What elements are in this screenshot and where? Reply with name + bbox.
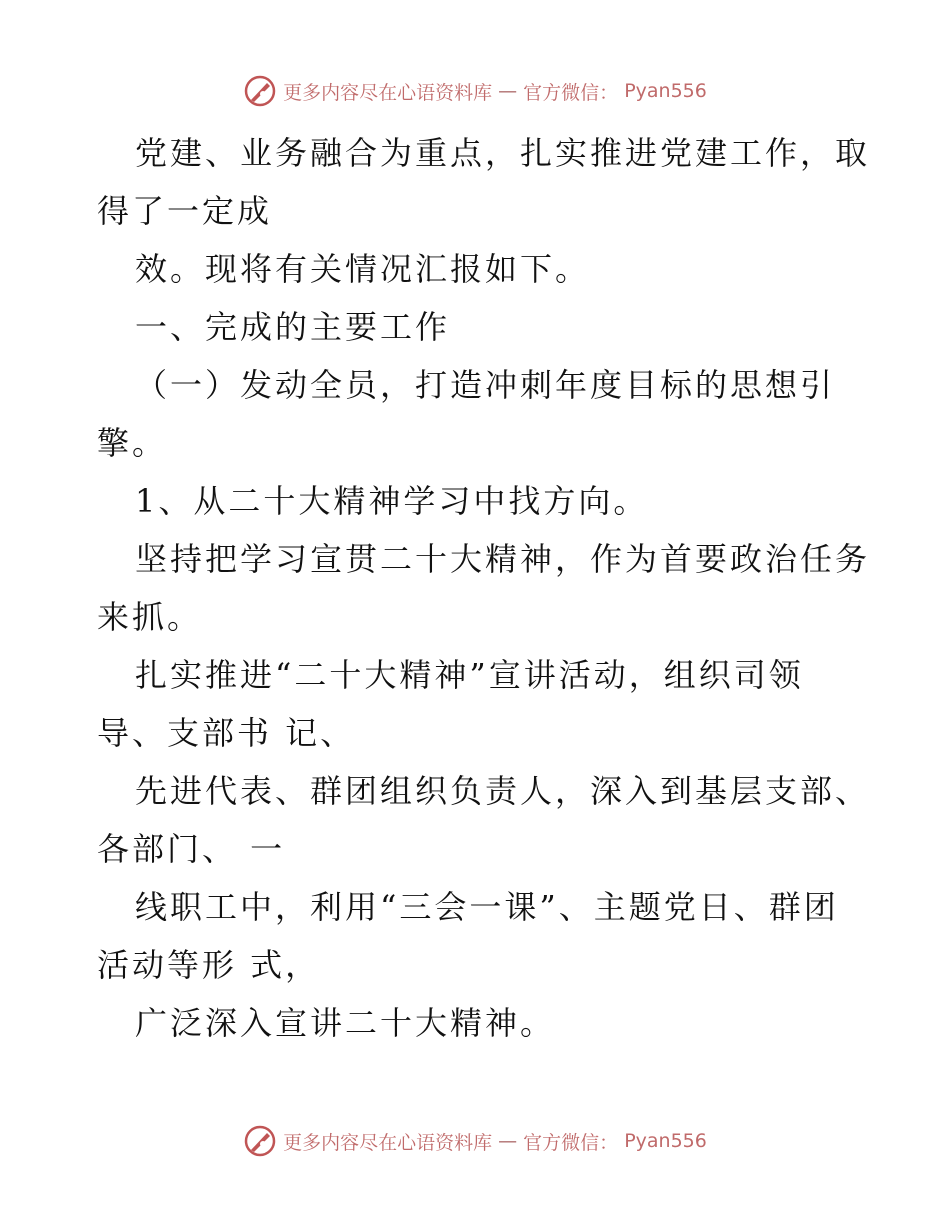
paragraph-line: 广泛深入宣讲二十大精神。 (135, 1004, 556, 1042)
quill-logo-icon (243, 74, 277, 108)
watermark-label: 官方微信： (523, 1131, 619, 1154)
watermark-separator: — (498, 80, 518, 102)
paragraph-line: 导、支部书 记、 (97, 714, 356, 752)
subsection-heading: （一）发动全员，打造冲刺年度目标的思想引 (135, 366, 836, 404)
subsection-heading-cont: 擎。 (97, 424, 168, 462)
paragraph-line: 扎实推进“二十大精神”宣讲活动，组织司领 (135, 656, 804, 694)
watermark-wechat-id: Pyan556 (624, 80, 707, 102)
watermark-text: 更多内容尽在心语资料库 (283, 1131, 493, 1154)
paragraph-line: 活动等形 式， (97, 946, 321, 984)
paragraph-line: 得了一定成 (97, 192, 273, 230)
paragraph-line: 效。现将有关情况汇报如下。 (135, 250, 591, 288)
document-body (97, 124, 897, 1052)
paragraph-line: 先进代表、群团组织负责人，深入到基层支部、 (135, 772, 871, 810)
paragraph-line: 坚持把学习宣贯二十大精神，作为首要政治任务 (135, 540, 871, 578)
paragraph-line: 来抓。 (97, 598, 203, 636)
watermark-separator: — (498, 1130, 518, 1152)
watermark-text: 更多内容尽在心语资料库 (283, 81, 493, 104)
paragraph-line: 党建、业务融合为重点，扎实推进党建工作，取 (135, 134, 871, 172)
paragraph-line: 各部门、 一 (97, 830, 286, 868)
section-heading: 一、完成的主要工作 (135, 308, 451, 346)
watermark-wechat-id: Pyan556 (624, 1130, 707, 1152)
footer-watermark (0, 1124, 950, 1158)
item-heading: 1、从二十大精神学习中找方向。 (135, 482, 649, 520)
header-watermark (0, 74, 950, 108)
quill-logo-icon (243, 1124, 277, 1158)
paragraph-line: 线职工中，利用“三会一课”、主题党日、群团 (135, 888, 839, 926)
watermark-label: 官方微信： (523, 81, 619, 104)
